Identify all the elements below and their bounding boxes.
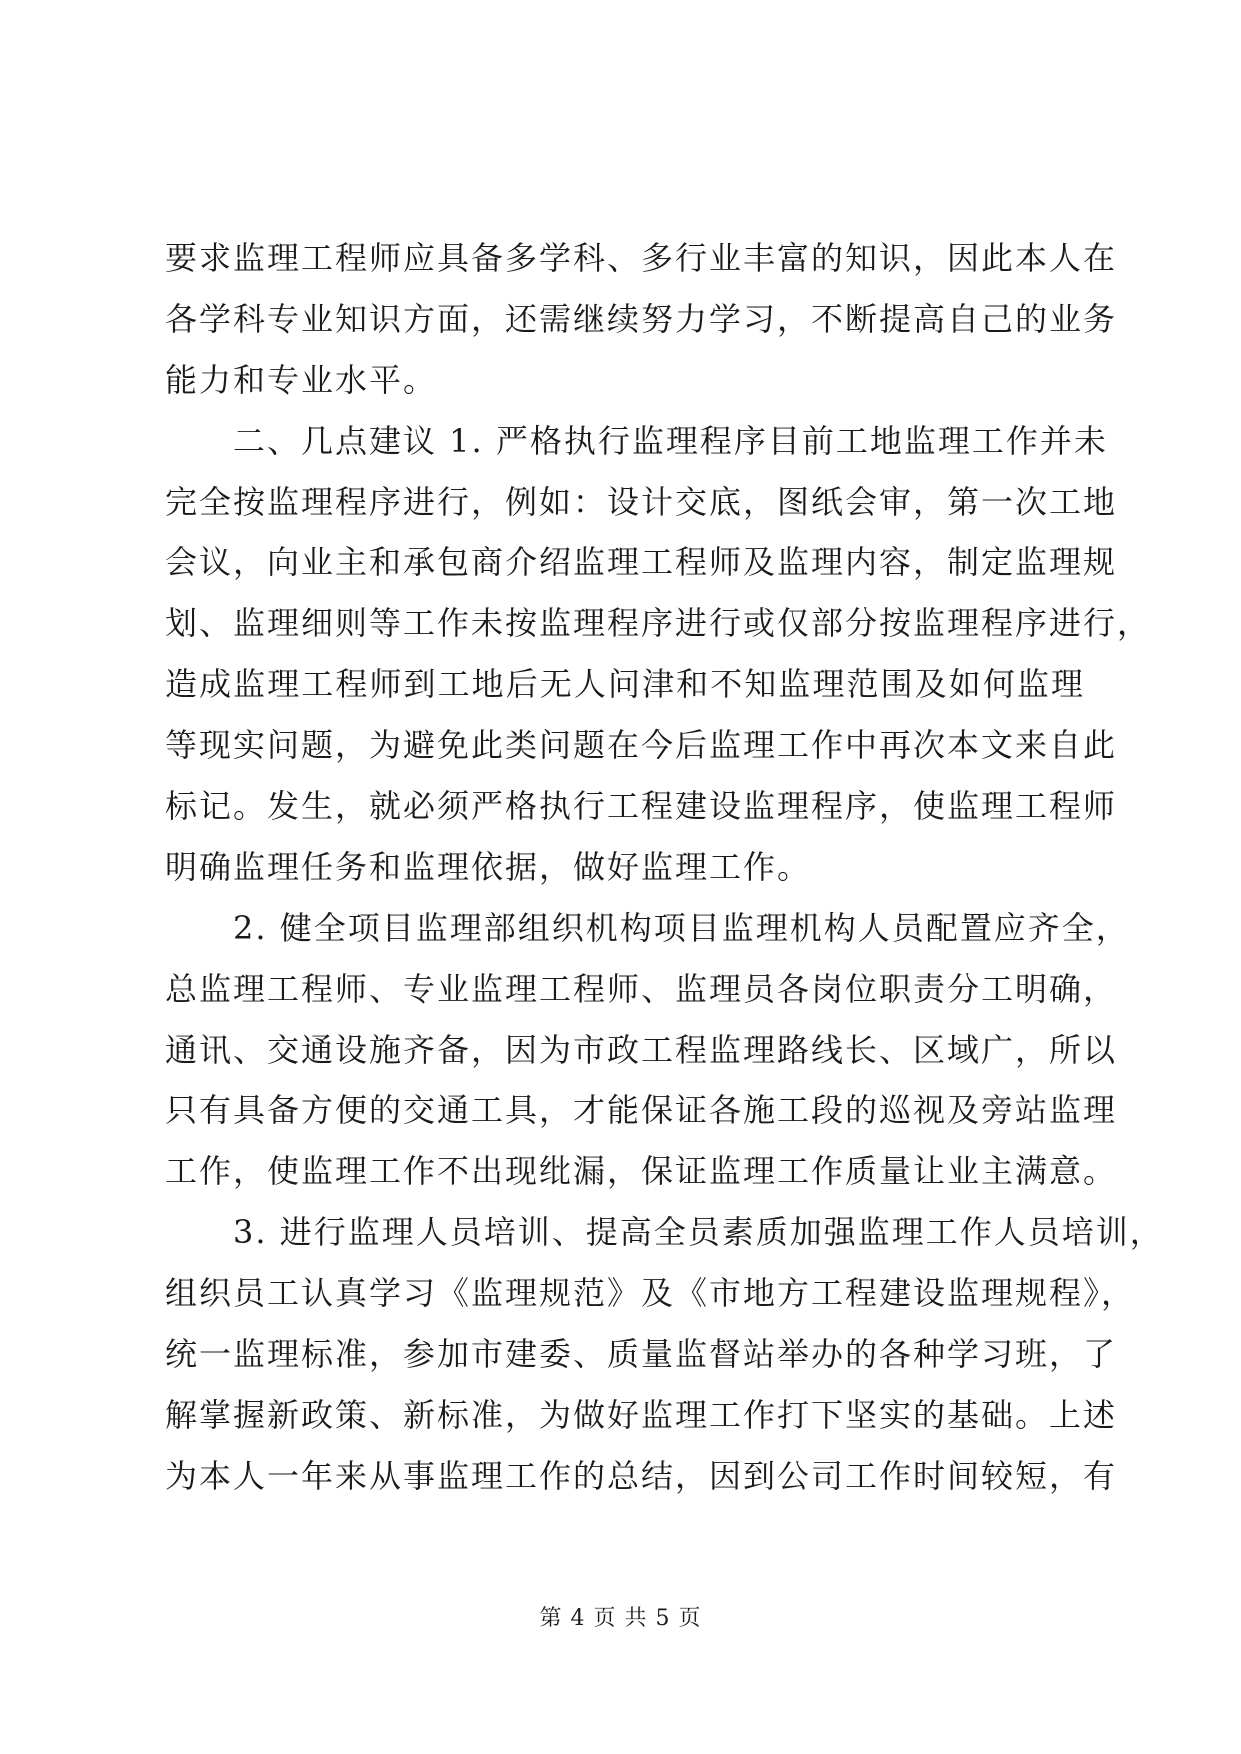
- text-line: 能力和专业水平。: [165, 360, 438, 399]
- text-line: 等现实问题，为避免此类问题在今后监理工作中再次本文来自此: [165, 726, 1118, 765]
- text-line: 明确监理任务和监理依据，做好监理工作。: [165, 847, 812, 886]
- text-line: 划、监理细则等工作未按监理程序进行或仅部分按监理程序进行，: [165, 604, 1152, 643]
- text-line: 2. 健全项目监理部组织机构项目监理机构人员配置应齐全，: [165, 908, 1130, 947]
- text-line: 造成监理工程师到工地后无人问津和不知监理范围及如何监理: [165, 665, 1085, 704]
- text-line: 完全按监理程序进行，例如：设计交底，图纸会审，第一次工地: [165, 482, 1118, 521]
- text-line: 为本人一年来从事监理工作的总结，因到公司工作时间较短，有: [165, 1456, 1118, 1495]
- text-line: 工作，使监理工作不出现纰漏，保证监理工作质量让业主满意。: [165, 1152, 1118, 1191]
- text-line: 3. 进行监理人员培训、提高全员素质加强监理工作人员培训，: [165, 1213, 1164, 1252]
- text-line: 统一监理标准，参加市建委、质量监督站举办的各种学习班，了: [165, 1335, 1118, 1374]
- text-line: 二、几点建议 1. 严格执行监理程序目前工地监理工作并未: [165, 421, 1108, 460]
- text-line: 会议，向业主和承包商介绍监理工程师及监理内容，制定监理规: [165, 543, 1118, 582]
- text-line: 总监理工程师、专业监理工程师、监理员各岗位职责分工明确，: [165, 969, 1118, 1008]
- page-footer: 第 4 页 共 5 页: [539, 1606, 702, 1631]
- body-text: [165, 228, 1164, 1507]
- text-line: 解掌握新政策、新标准，为做好监理工作打下坚实的基础。上述: [165, 1395, 1118, 1434]
- text-line: 要求监理工程师应具备多学科、多行业丰富的知识，因此本人在: [165, 239, 1118, 277]
- text-line: 通讯、交通设施齐备，因为市政工程监理路线长、区域广，所以: [165, 1030, 1118, 1069]
- text-line: 标记。发生，就必须严格执行工程建设监理程序，使监理工程师: [165, 787, 1118, 826]
- text-line: 各学科专业知识方面，还需继续努力学习，不断提高自己的业务: [165, 299, 1118, 338]
- text-line: 只有具备方便的交通工具，才能保证各施工段的巡视及旁站监理: [165, 1091, 1118, 1130]
- text-line: 组织员工认真学习《监理规范》及《市地方工程建设监理规程》，: [165, 1274, 1136, 1313]
